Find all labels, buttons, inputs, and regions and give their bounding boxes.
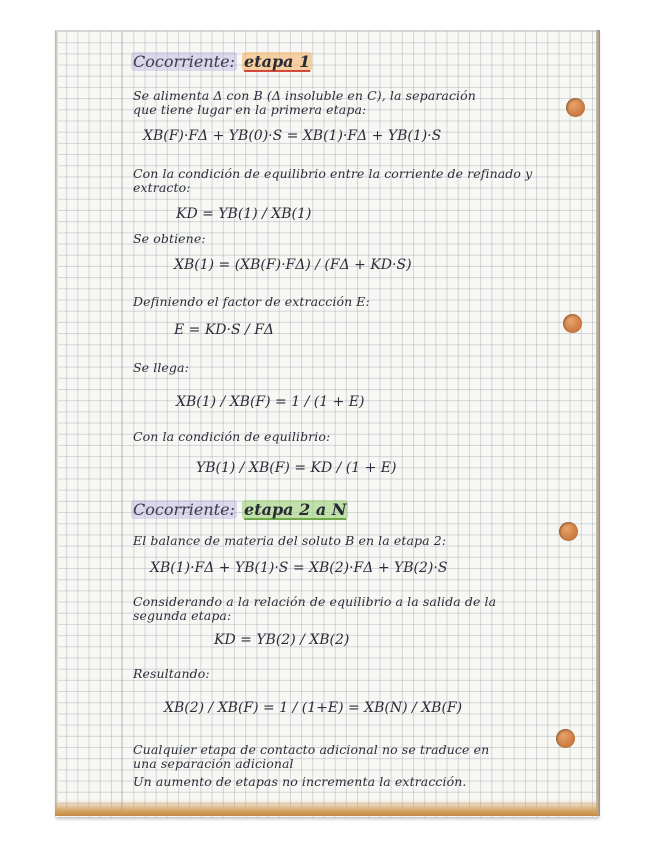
- notebook-sheet: [55, 30, 598, 817]
- text-line: Resultando:: [133, 666, 210, 681]
- section-title-main: etapa 1: [244, 52, 311, 71]
- text-line: extracto:: [133, 180, 191, 195]
- text-line: Se alimenta Δ con B (Δ insoluble en C), la separación: [133, 88, 476, 103]
- text-line: una separación adicional: [133, 756, 294, 771]
- text-line: Un aumento de etapas no incrementa la extracción.: [133, 774, 467, 789]
- punch-hole: [566, 98, 585, 117]
- section-title-2: [131, 500, 348, 519]
- text-line: El balance de materia del soluto B en la etapa 2:: [133, 533, 447, 548]
- section-title-1: [131, 52, 312, 71]
- sheet-right-edge: [596, 30, 600, 816]
- punch-hole: [556, 729, 575, 748]
- section-title-prefix: Cocorriente:: [133, 500, 235, 519]
- equation: KD = YB(2) / XB(2): [214, 632, 350, 648]
- sheet-left-edge: [55, 30, 58, 816]
- punch-hole: [563, 314, 582, 333]
- section-title-main: etapa 2 a N: [244, 500, 347, 519]
- sheet-bottom-edge: [55, 800, 598, 816]
- text-line: segunda etapa:: [133, 608, 232, 623]
- text-line: Se obtiene:: [133, 231, 206, 246]
- margin-line: [121, 32, 122, 812]
- equation: XB(F)·FΔ + YB(0)·S = XB(1)·FΔ + YB(1)·S: [143, 128, 442, 144]
- equation: YB(1) / XB(F) = KD / (1 + E): [196, 460, 397, 476]
- equation: XB(1)·FΔ + YB(1)·S = XB(2)·FΔ + YB(2)·S: [150, 560, 448, 576]
- punch-hole: [559, 522, 578, 541]
- equation: XB(2) / XB(F) = 1 / (1+E) = XB(N) / XB(F): [164, 700, 463, 716]
- text-line: Considerando a la relación de equilibrio a la salida de la: [133, 594, 497, 609]
- text-line: Se llega:: [133, 360, 189, 375]
- equation: XB(1) = (XB(F)·FΔ) / (FΔ + KD·S): [174, 257, 412, 273]
- text-line: que tiene lugar en la primera etapa:: [133, 102, 367, 117]
- section-title-prefix: Cocorriente:: [133, 52, 235, 71]
- text-line: Definiendo el factor de extracción E:: [133, 294, 370, 309]
- text-line: Con la condición de equilibrio entre la corriente de refinado y: [133, 166, 533, 181]
- text-line: Cualquier etapa de contacto adicional no se traduce en: [133, 742, 490, 757]
- text-line: Con la condición de equilibrio:: [133, 429, 331, 444]
- equation: E = KD·S / FΔ: [174, 322, 275, 338]
- equation: KD = YB(1) / XB(1): [176, 206, 312, 222]
- equation: XB(1) / XB(F) = 1 / (1 + E): [176, 394, 365, 410]
